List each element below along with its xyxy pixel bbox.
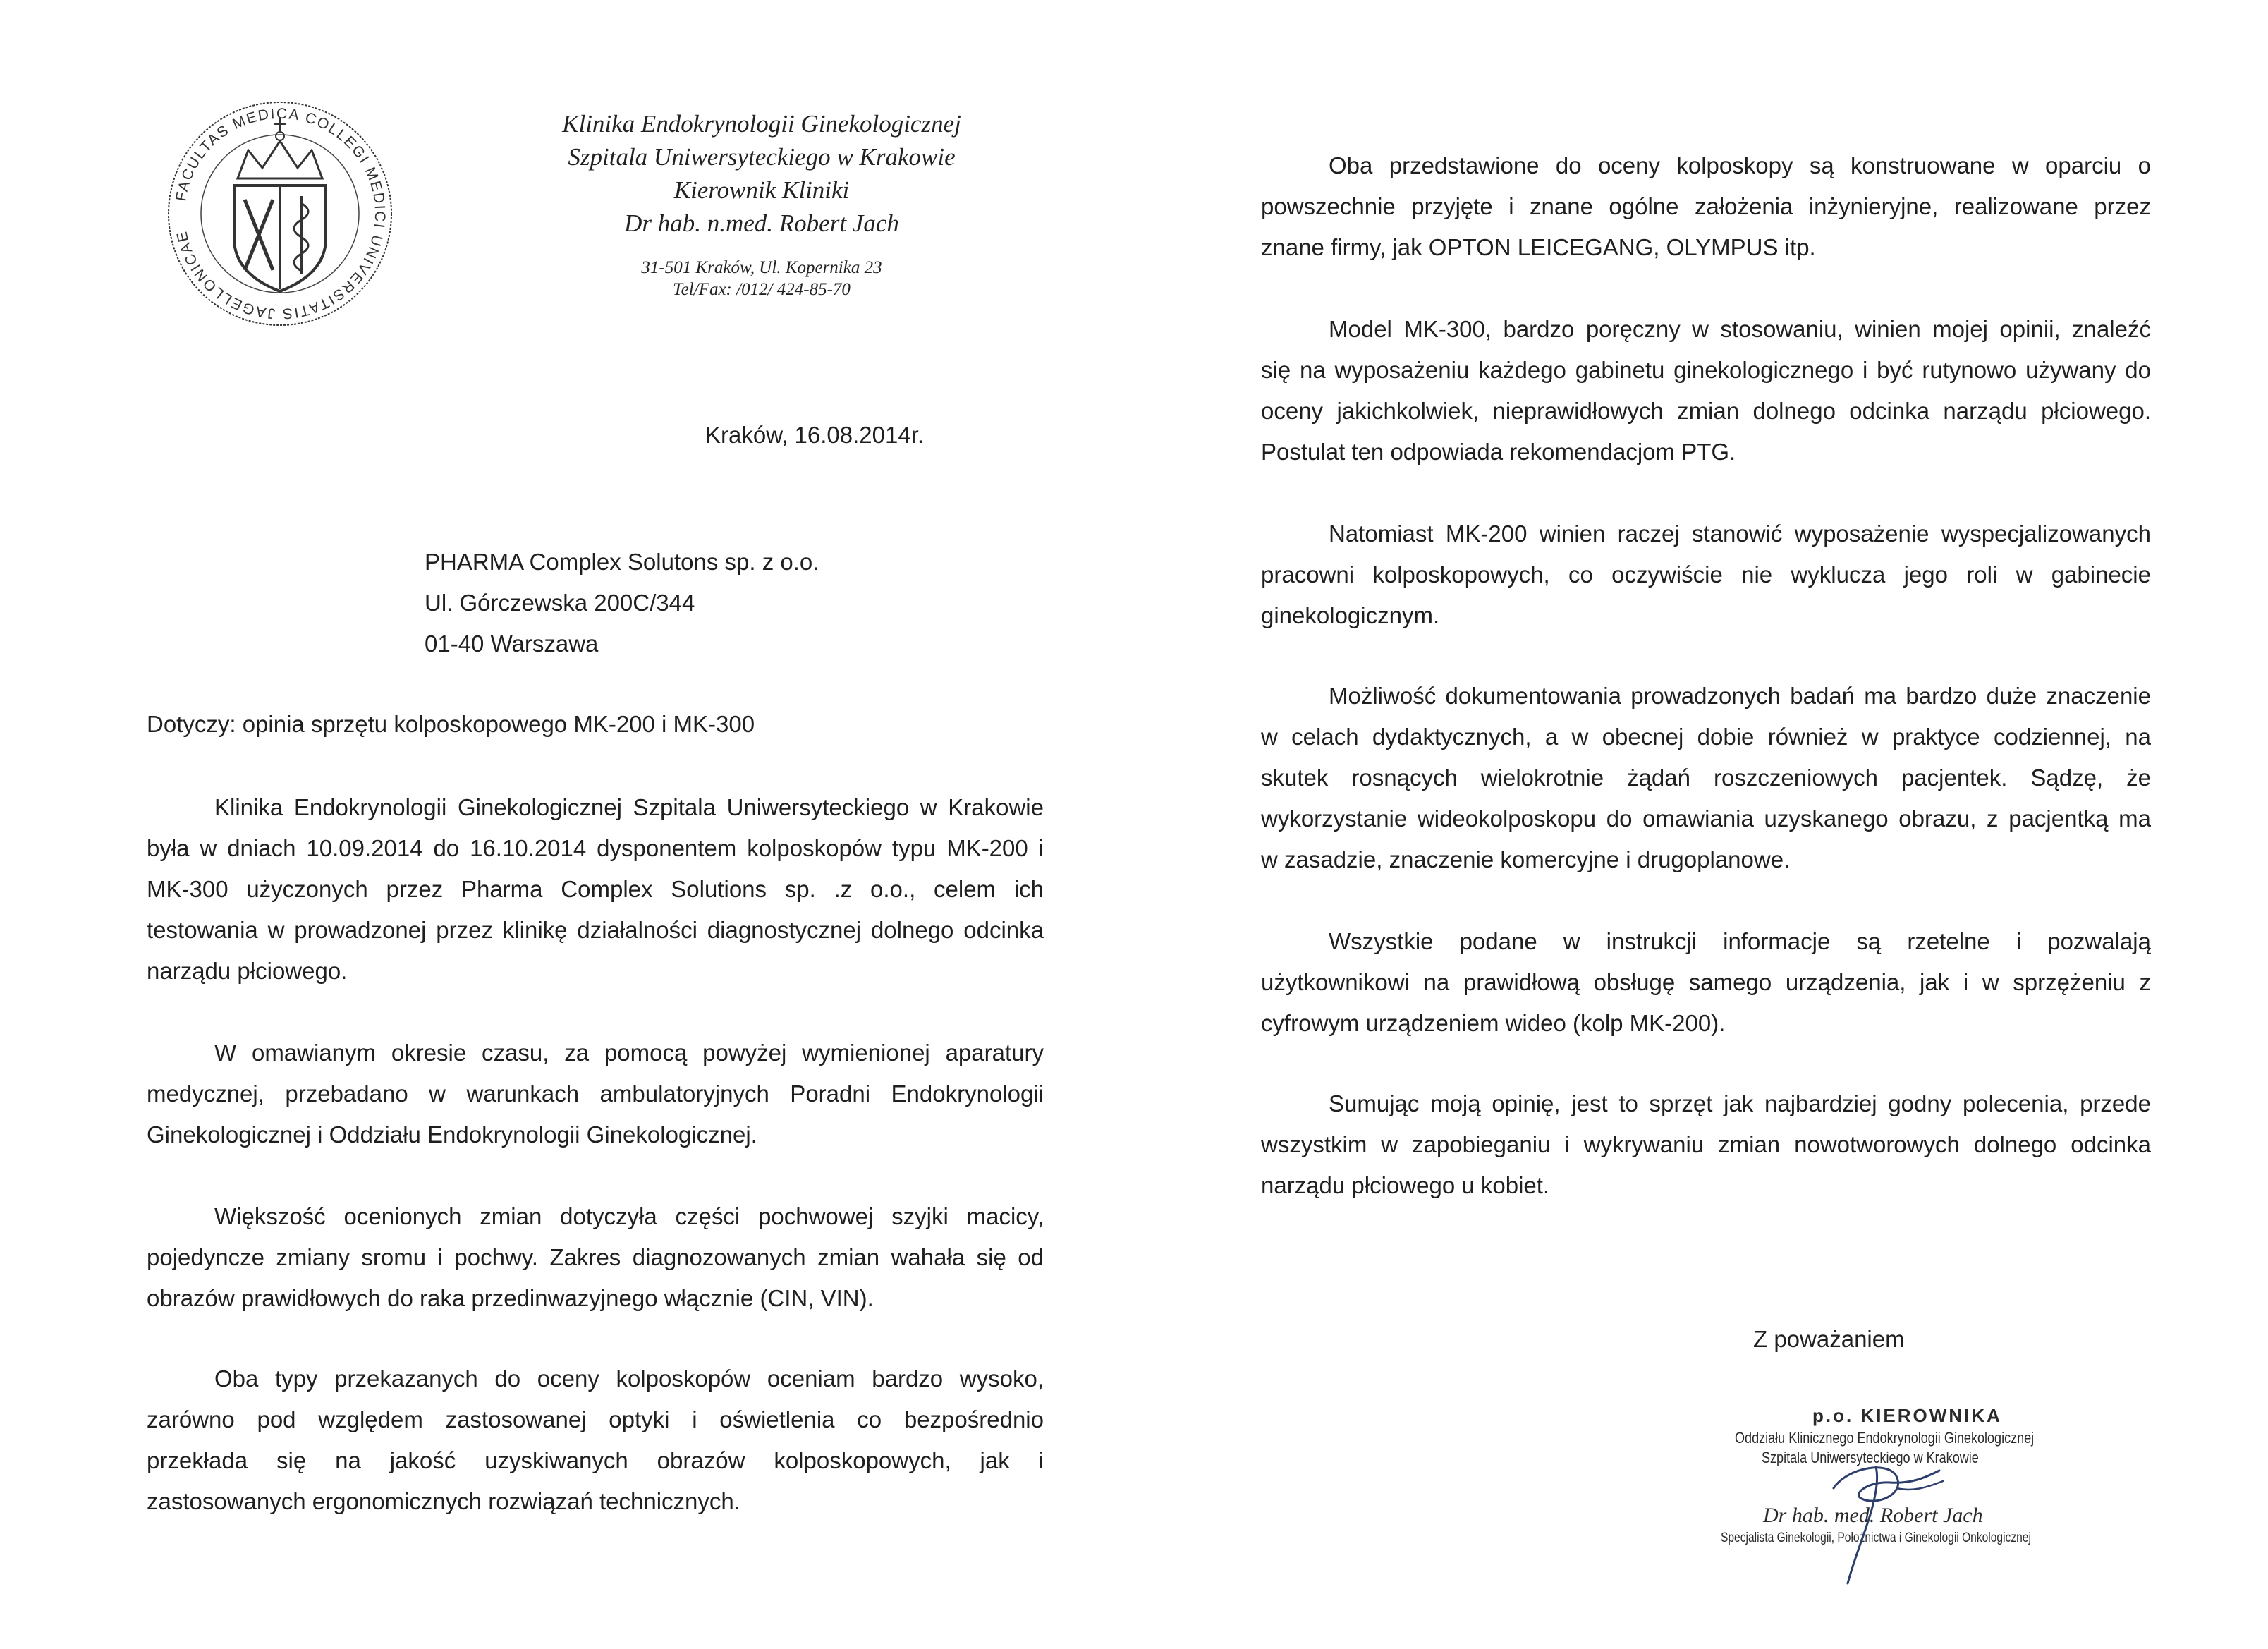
paragraph-line: zarówno pod względem zastosowanej optyki i oświetlenia co bezpośrednio [147,1406,1044,1432]
paragraph-line: w zasadzie, znaczenie komercyjne i drugoplanowe. [1261,846,1791,872]
paragraph-line: Ginekologicznej i Oddziału Endokrynologii Ginekologicznej. [147,1121,757,1148]
clinic-head-title: Kierownik Kliniki [673,176,850,204]
hospital-name: Szpitala Uniwersyteckiego w Krakowie [568,143,956,171]
paragraph-line: pojedyncze zmiany sromu i pochwy. Zakres diagnozowanych zmian wahała się od [147,1244,1044,1270]
paragraph-line: w celach dydaktycznych, a w obecnej dobie również w praktyce codziennej, na [1261,724,2151,750]
paragraph-line: cyfrowym urządzeniem wideo (kolp MK-200). [1261,1010,1726,1036]
paragraph-line: Możliwość dokumentowania prowadzonych badań ma bardzo duże znaczenie [1329,683,2151,709]
clinic-phone: Tel/Fax: /012/ 424-85-70 [673,280,850,299]
paragraph-line: Postulat ten odpowiada rekomendacjom PTG. [1261,439,1736,465]
paragraph [147,1033,1044,1155]
paragraph [1261,1083,2151,1206]
addressee [425,542,819,664]
paragraph-line: użytkownikowi na prawidłową obsługę samego urządzenia, jak i w sprzężeniu z [1261,969,2151,995]
paragraph-line: oceny jakichkolwiek, nieprawidłowych zmian dolnego odcinka narządu płciowego. [1261,398,2151,424]
paragraph-line: wszystkim w zapobieganiu i wykrywaniu zmian nowotworowych dolnego odcinka [1261,1131,2151,1157]
paragraph-line: powszechnie przyjęte i znane ogólne założenia inżynieryjne, realizowane przez [1261,193,2151,219]
addressee-city: 01-40 Warszawa [425,631,599,657]
stamp-signatory-name: Dr hab. med. Robert Jach [1763,1504,1983,1527]
paragraph-line: znane firmy, jak OPTON LEICEGANG, OLYMPUS itp. [1261,234,1816,260]
paragraph-line: pracowni kolposkopowych, co oczywiście nie wyklucza jego roli w gabinecie [1261,561,2151,588]
handwritten-signature [1791,1439,1975,1587]
stamp-hospital: Szpitala Uniwersyteckiego w Krakowie [1762,1449,1979,1466]
paragraph [1261,921,2151,1044]
paragraph-line: skutek rosnących wielokrotnie żądań roszczeniowych pacjentek. Sądzę, że [1261,765,2151,791]
paragraph-line: W omawianym okresie czasu, za pomocą powyżej wymienionej aparatury [214,1040,1044,1066]
university-seal [164,97,396,330]
clinic-address: 31-501 Kraków, Ul. Kopernika 23 [641,258,882,277]
paragraph [1261,309,2151,473]
clinic-head-name: Dr hab. n.med. Robert Jach [624,209,899,237]
addressee-company: PHARMA Complex Solutons sp. z o.o. [425,549,819,575]
paragraph-line: Sumując moją opinię, jest to sprzęt jak najbardziej godny polecenia, przede [1329,1090,2151,1116]
paragraph-line: przekłada się na jakość uzyskiwanych obrazów kolposkopowych, jak i [147,1447,1044,1473]
paragraph-line: się na wyposażeniu każdego gabinetu ginekologicznego i być rutynowo używany do [1261,357,2151,383]
paragraph-line: testowania w prowadzonej przez klinikę działalności diagnostycznej dolnego odcinka [147,917,1044,943]
paragraph-line: Model MK-300, bardzo poręczny w stosowaniu, winien mojej opinii, znaleźć [1329,316,2151,342]
paragraph-line: Klinika Endokrynologii Ginekologicznej Szpitala Uniwersyteckiego w Krakowie [214,794,1044,820]
letter-subject: Dotyczy: opinia sprzętu kolposkopowego MK-200 i MK-300 [147,711,755,737]
paragraph-line: obrazów prawidłowych do raka przedinwazyjnego włącznie (CIN, VIN). [147,1285,874,1311]
clinic-name: Klinika Endokrynologii Ginekologicznej [562,110,961,138]
paragraph-line: Oba przedstawione do oceny kolposkopy są konstruowane w oparciu o [1329,152,2151,178]
paragraph-line: narządu płciowego. [147,958,348,984]
paragraph-line: Oba typy przekazanych do oceny kolposkopów oceniam bardzo wysoko, [214,1365,1044,1392]
stamp-department: Oddziału Klinicznego Endokrynologii Ginekologicznej [1735,1429,2035,1447]
paragraph [147,787,1044,992]
paragraph-line: zastosowanych ergonomicznych rozwiązań technicznych. [147,1488,740,1514]
letterhead [494,107,1030,300]
paragraph [147,1196,1044,1319]
letter-date: Kraków, 16.08.2014r. [705,422,925,448]
paragraph-line: MK-300 użyczonych przez Pharma Complex Solutions sp. .z o.o., celem ich [147,876,1044,902]
paragraph-line: medycznej, przebadano w warunkach ambulatoryjnych Poradni Endokrynologii [147,1081,1044,1107]
seal-text: FACULTAS MEDICA COLLEGI MEDICI UNIVERSITATIS JAGELLONICAE [173,105,389,322]
stamp-specialty: Specjalista Ginekologii, Położnictwa i Ginekologii Onkologicznej [1721,1531,2031,1545]
paragraph-line: była w dniach 10.09.2014 do 16.10.2014 dysponentem kolposkopów typu MK-200 i [147,835,1044,861]
stamp-title: p.o. KIEROWNIKA [1812,1405,2002,1426]
paragraph-line: wykorzystanie wideokolposkopu do omawiania uzyskanego obrazu, z pacjentką ma [1261,805,2151,832]
paragraph-line: ginekologicznym. [1261,602,1440,628]
paragraph [1261,513,2151,636]
paragraph [1261,145,2151,268]
paragraph-line: narządu płciowego u kobiet. [1261,1172,1550,1198]
paragraph [1261,676,2151,880]
paragraph [147,1358,1044,1522]
paragraph-line: Wszystkie podane w instrukcji informacje są rzetelne i pozwalają [1329,928,2151,954]
paragraph-line: Natomiast MK-200 winien raczej stanowić wyposażenie wyspecjalizowanych [1329,521,2151,547]
closing-salutation: Z poważaniem [1753,1326,1905,1352]
paragraph-line: Większość ocenionych zmian dotyczyła części pochwowej szyjki macicy, [214,1203,1044,1229]
addressee-street: Ul. Górczewska 200C/344 [425,590,695,616]
